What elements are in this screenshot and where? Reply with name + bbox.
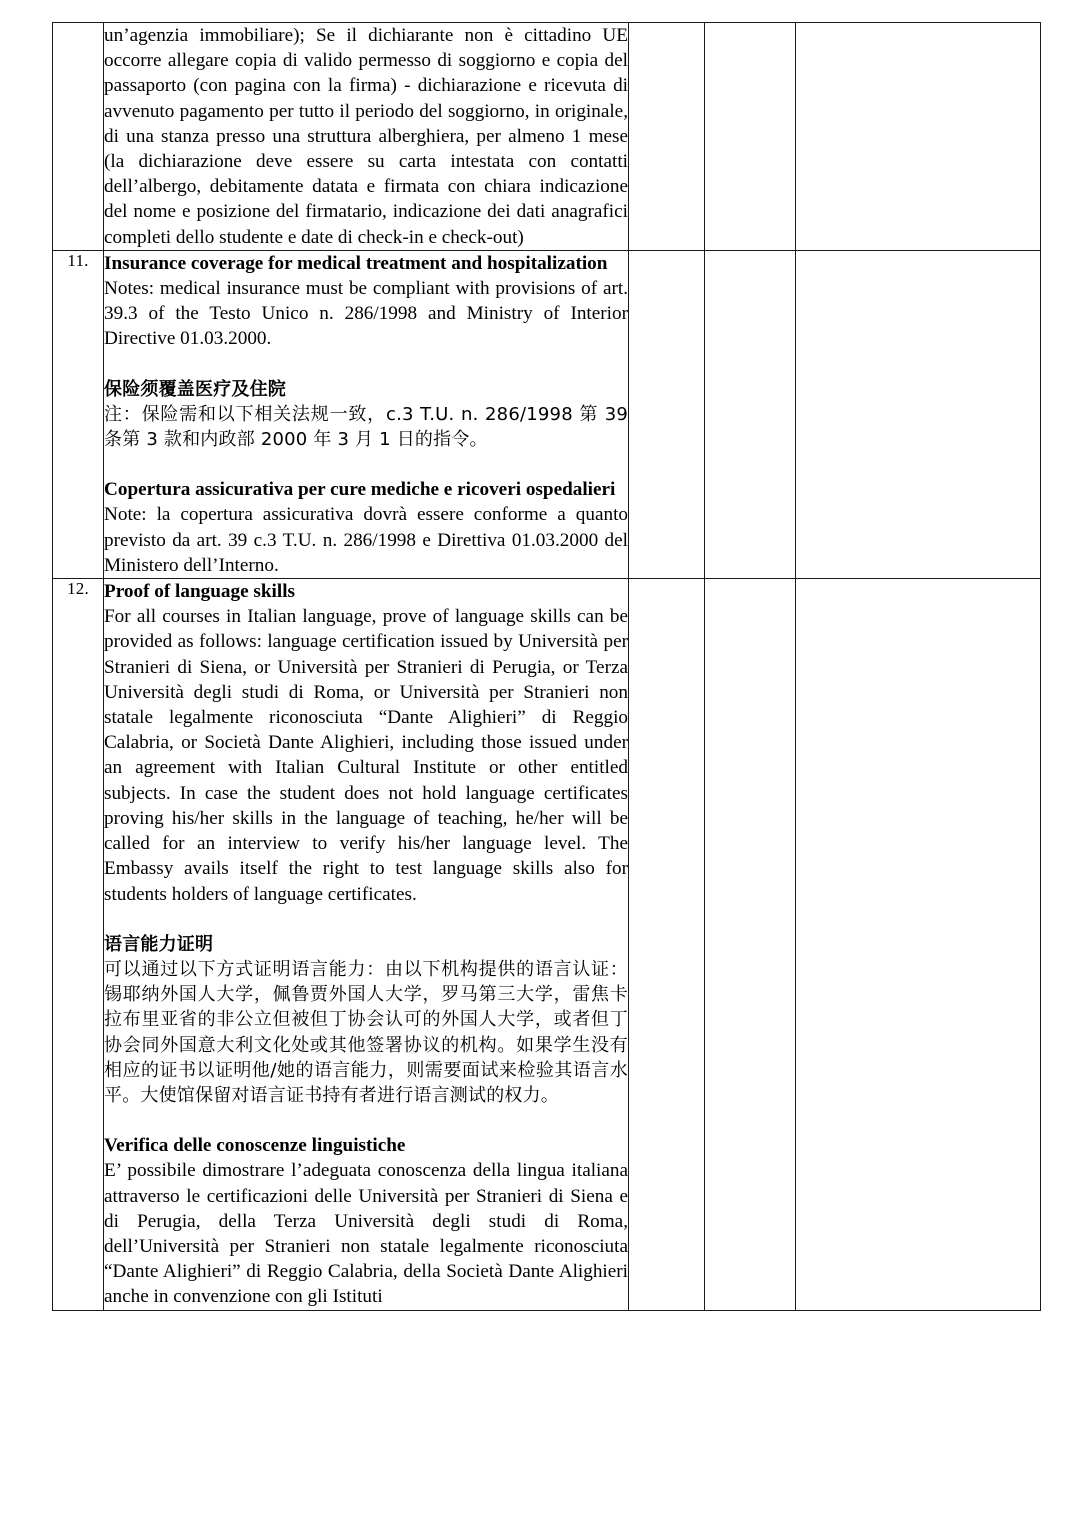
paragraph-italian-11: Note: la copertura assicurativa dovrà essere conforme a quanto previsto da art. 39 c.3 T.U. n. 286/1998 e Direttiva 01.03.2000 del Ministero dell’Interno. <box>104 504 628 576</box>
heading-english-12: Proof of language skills <box>104 581 296 603</box>
heading-chinese-11: 保险须覆盖医疗及住院 <box>104 378 286 400</box>
row-col-b-cell <box>629 23 705 251</box>
row-content-cell <box>104 23 629 251</box>
paragraph-english-12: For all courses in Italian language, prove of language skills can be provided as follows: language certification issued by Università per Stranieri di Siena, or Università per Stranieri di Perugia, or Terza Università degli studi di Roma, or Università per Stranieri non statale legalmente riconosciuta “Dante Alighieri” di Reggio Calabria, or Società Dante Alighieri, including those issued under an agreement with Italian Cultural Institute or other entitled subjects. In case the student does not hold language certificates proving his/her skills in the language of teaching, he/her will be called for an interview to verify his/her language level. The Embassy avails itself the right to test language skills also for students holders of language certificates. <box>104 606 628 905</box>
paragraph-gap <box>104 907 628 932</box>
paragraph-italian-continuation: un’agenzia immobiliare); Se il dichiarante non è cittadino UE occorre allegare copia di valido permesso di soggiorno e copia del passaporto (con pagina con la firma) - dichiarazione e ricevuta di avvenuto pagamento per tutto il periodo del soggiorno, in originale, di una stanza presso una struttura alberghiera, per almeno 1 mese (la dichiarazione deve essere su carta intestata con contatti dell’albergo, debitamente datata e firmata con chiara indicazione del nome e posizione del firmatario, indicazione dei dati anagrafici completi dello studente e date di check-in e check-out) <box>104 25 628 248</box>
paragraph-english-11: Notes: medical insurance must be compliant with provisions of art. 39.3 of the Testo Unico n. 286/1998 and Ministry of Interior Directive 01.03.2000. <box>104 278 628 350</box>
row-content-cell-11 <box>104 250 629 578</box>
heading-italian-11: Copertura assicurativa per cure mediche e ricoveri ospedalieri <box>104 479 616 501</box>
row-number-cell-11: 11. <box>53 250 104 578</box>
row-content-cell-12 <box>104 579 629 1310</box>
paragraph-italian-12: E’ possibile dimostrare l’adeguata conoscenza della lingua italiana attraverso le certificazioni delle Università per Stranieri di Siena e di Perugia, della Terza Università degli studi di Roma, dell’Università per Stranieri non statale legalmente riconosciuta “Dante Alighieri” di Reggio Calabria, della Società Dante Alighieri anche in convenzione con gli Istituti <box>104 1160 628 1308</box>
paragraph-gap <box>104 452 628 477</box>
row-col-b-cell <box>629 579 705 1310</box>
requirements-table <box>52 22 1041 1311</box>
table-row <box>53 250 1041 578</box>
row-col-d-cell <box>796 23 1041 251</box>
heading-chinese-12: 语言能力证明 <box>104 933 214 955</box>
table-row <box>53 579 1041 1310</box>
heading-italian-12: Verifica delle conoscenze linguistiche <box>104 1135 406 1157</box>
paragraph-gap <box>104 1108 628 1133</box>
row-col-c-cell <box>705 250 796 578</box>
row-col-d-cell <box>796 250 1041 578</box>
paragraph-chinese-11: 注：保险需和以下相关法规一致，c.3 T.U. n. 286/1998 第 39 条第 3 款和内政部 2000 年 3 月 1 日的指令。 <box>104 403 628 451</box>
table-row <box>53 23 1041 251</box>
row-col-c-cell <box>705 579 796 1310</box>
row-col-c-cell <box>705 23 796 251</box>
row-number-cell <box>53 23 104 251</box>
paragraph-gap <box>104 352 628 377</box>
row-col-d-cell <box>796 579 1041 1310</box>
heading-english-11: Insurance coverage for medical treatment and hospitalization <box>104 252 608 274</box>
row-col-b-cell <box>629 250 705 578</box>
paragraph-chinese-12: 可以通过以下方式证明语言能力：由以下机构提供的语言认证：锡耶纳外国人大学，佩鲁贾外国人大学，罗马第三大学，雷焦卡拉布里亚省的非公立但被但丁协会认可的外国人大学，或者但丁协会同外国意大利文化处或其他签署协议的机构。如果学生没有相应的证书以证明他/她的语言能力，则需要面试来检验其语言水平。大使馆保留对语言证书持有者进行语言测试的权力。 <box>104 958 628 1106</box>
row-number-cell-12: 12. <box>53 579 104 1310</box>
